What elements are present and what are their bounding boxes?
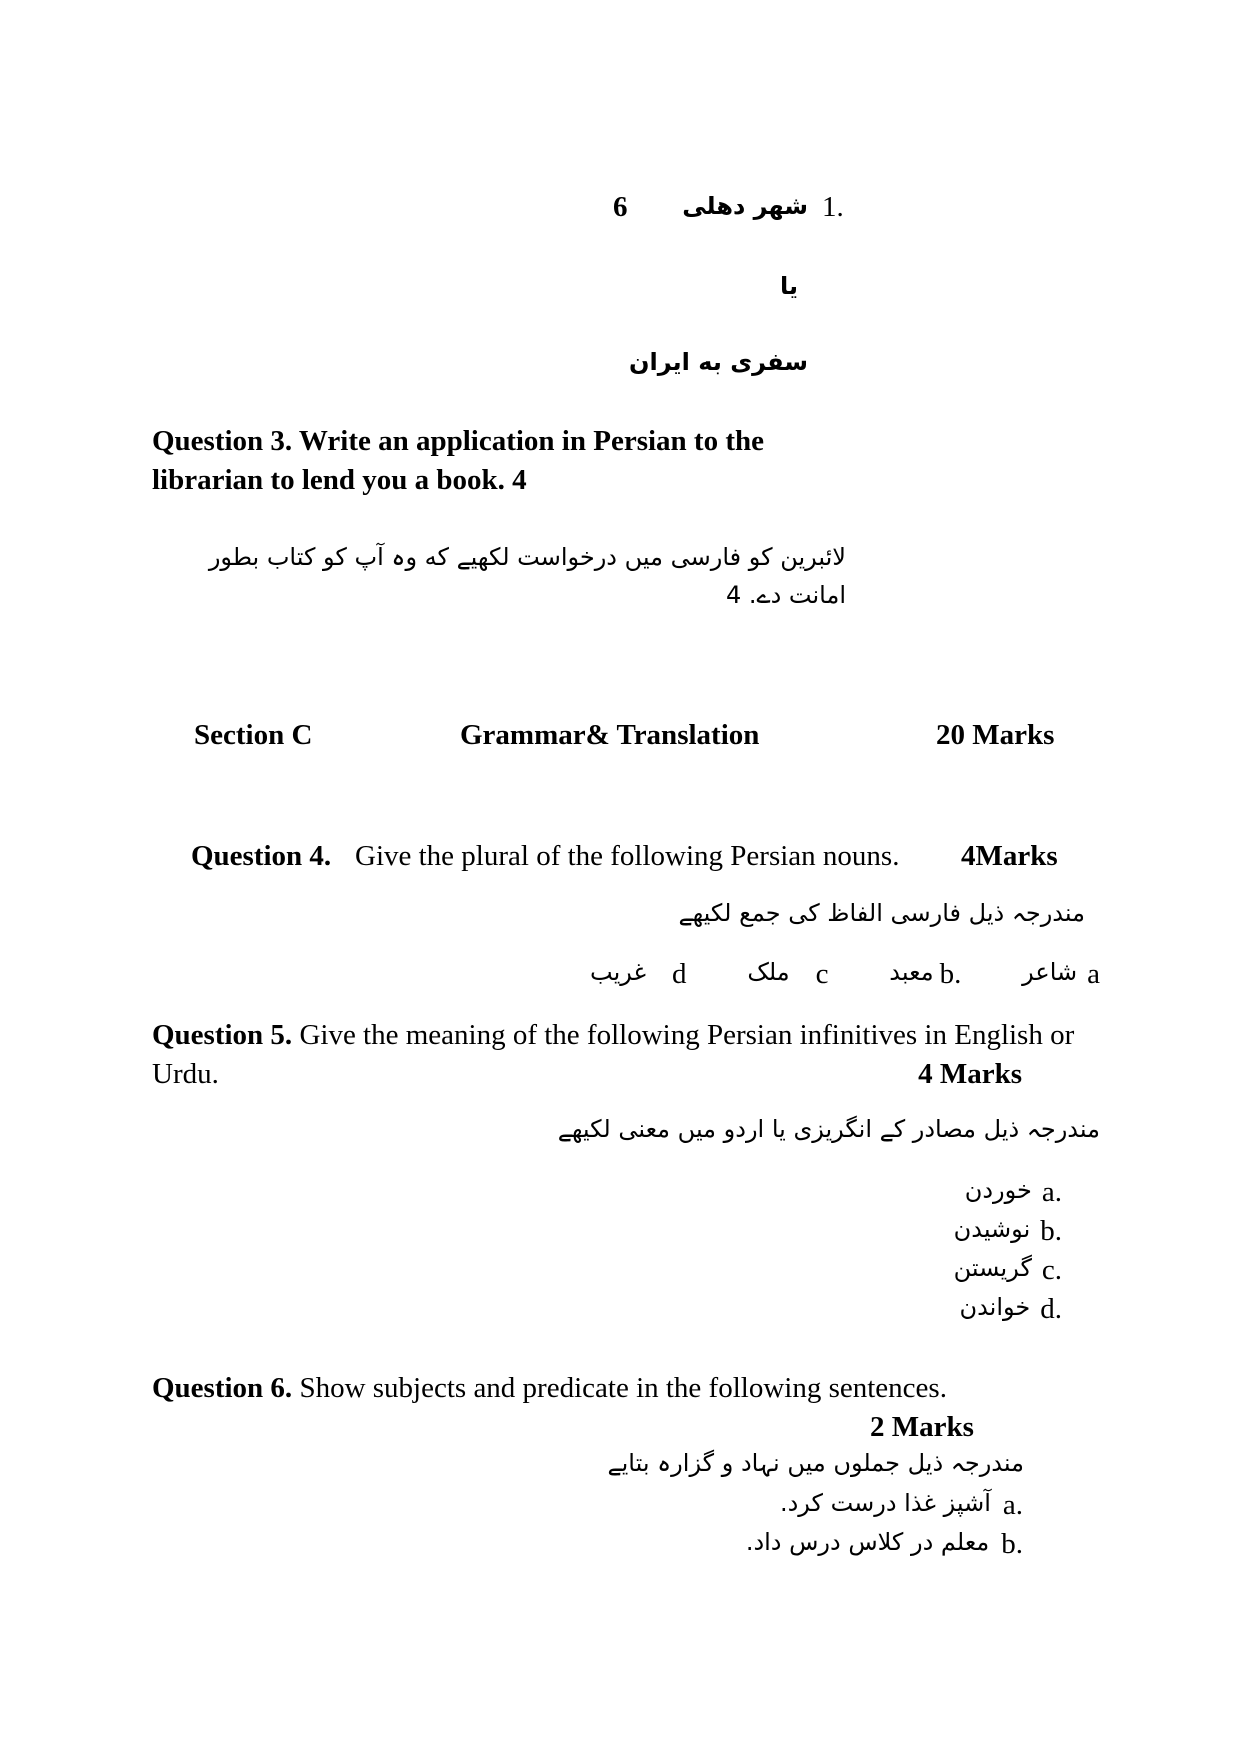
- q4-urdu: مندرجہ ذیل فارسی الفاظ کی جمع لکیھے: [678, 899, 1085, 927]
- q5-item: d. خواندن: [959, 1293, 1062, 1325]
- q6-marks: 2 Marks: [870, 1411, 974, 1443]
- q4-marks: 4Marks: [961, 840, 1058, 872]
- q3-urdu-line-1: لائبرین کو فارسی میں درخواست لکھیے که وہ آپ کو کتاب بطور: [208, 543, 846, 571]
- q3-line-2: librarian to lend you a book. 4: [152, 464, 527, 496]
- q4-item: c ملک: [747, 958, 829, 990]
- q5-urdu: مندرجہ ذیل مصادر کے انگریزی یا اردو میں معنی لکیھے: [557, 1115, 1100, 1143]
- q3-line-1: Question 3. Write an application in Persian to the: [152, 425, 764, 457]
- section-marks: 20 Marks: [936, 719, 1055, 751]
- q5-item: c. گریستن: [953, 1254, 1062, 1286]
- q5-line-2: Urdu.: [152, 1058, 219, 1090]
- section-title: Grammar& Translation: [460, 719, 760, 751]
- q5-marks: 4 Marks: [918, 1058, 1022, 1090]
- essay-or: یا: [779, 272, 798, 300]
- q4-item: d غریب: [590, 958, 687, 990]
- essay-marks: 6: [613, 191, 628, 223]
- q6-urdu: مندرجہ ذیل جملوں میں نہاد و گزارہ بتایے: [607, 1449, 1024, 1477]
- q5-item: a. خوردن: [964, 1176, 1062, 1208]
- q6-line: Question 6. Show subjects and predicate in the following sentences.: [152, 1372, 947, 1404]
- q6-item: a. آشپز غذا درست کرد.: [779, 1489, 1023, 1521]
- q4-item: b. معبد: [889, 958, 962, 990]
- essay-topic-1: شهر دهلی: [682, 192, 808, 220]
- q3-urdu-line-2: امانت دے. 4: [726, 581, 846, 609]
- essay-topic-2: سفری به ایران: [629, 348, 808, 376]
- q4-item: a شاعر: [1022, 958, 1100, 990]
- section-name: Section C: [194, 719, 313, 751]
- q5-item: b. نوشیدن: [953, 1215, 1062, 1247]
- q4-label: Question 4.: [191, 840, 332, 872]
- q6-item: b. معلم در کلاس درس داد.: [745, 1528, 1023, 1560]
- q4-items: [590, 960, 1100, 989]
- q5-line-1: Question 5. Give the meaning of the following Persian infinitives in English or: [152, 1019, 1075, 1051]
- q4-text: Give the plural of the following Persian nouns.: [355, 840, 900, 872]
- essay-number: 1.: [822, 191, 844, 223]
- q5-list: [900, 1178, 1062, 1334]
